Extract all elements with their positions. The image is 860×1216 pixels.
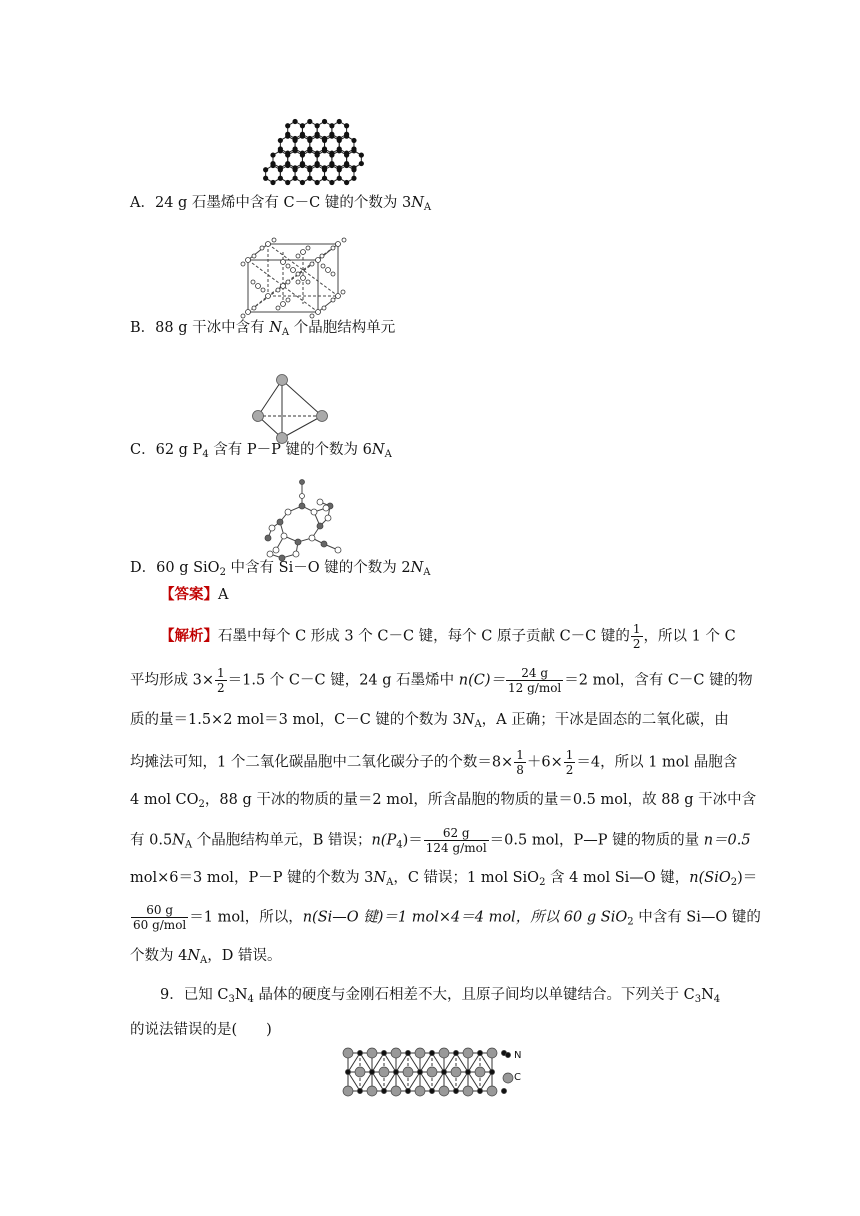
option-a: A．24 g 石墨烯中含有 C－C 键的个数为 $3N_A$ [130, 195, 432, 213]
legend-n-label: N [514, 1050, 522, 1061]
analysis-line-2: 平均形成 3× $\frac{1}{2}$ ＝1.5 个 C－C 键，24 g 石墨烯中 n(C)＝ $\frac{24 g}{\text{12 g/mol}}$ ＝2 mol，含有 C－C 键的物 [130, 666, 753, 695]
question-9-line-2: 的说法错误的是( ) [130, 1022, 272, 1038]
analysis-line-8: $\frac{60 g}{\text{60 g/mol}}$ ＝1 mol，所以，n(Si—O 键)＝1 mol×4＝4 mol，所以 60 g SiO$_2$ 中含有 Si—O 键的 [133, 903, 761, 932]
sio2-structure-figure [258, 478, 358, 564]
dry-ice-unit-cell-figure [240, 238, 345, 318]
fraction-62-124: $\frac{62 g}{\text{124 g/mol}}$ [425, 826, 487, 855]
analysis-line-6: 有 $0.5N_A$ 个晶胞结构单元，B 错误；$n(P_4)=$ $\frac{62 g}{\text{124 g/mol}}$ ＝0.5 mol，P—P 键的物质的量 n＝0.5 [130, 826, 751, 855]
c3n4-structure-figure [338, 1045, 533, 1100]
analysis-line-9: 个数为 $4N_A$，D 错误。 [130, 948, 282, 966]
option-b: B．88 g 干冰中含有 $N_A$ 个晶胞结构单元 [130, 320, 396, 338]
fraction-half: $\frac{1}{2}$ [632, 622, 641, 651]
analysis-line-1: 【解析】石墨中每个 C 形成 3 个 C－C 键，每个 C 原子贡献 C－C 键的 $\frac{1}{2}$ ，所以 1 个 C [160, 622, 736, 651]
option-d: D．60 g SiO$_2$ 中含有 Si－O 键的个数为 $2N_A$ [130, 560, 431, 578]
graphene-structure-figure [255, 120, 365, 195]
analysis-line-4: 均摊法可知，1 个二氧化碳晶胞中二氧化碳分子的个数＝8× $\frac{1}{8}$ ＋6× $\frac{1}{2}$ ＝4，所以 1 mol 晶胞含 [130, 748, 738, 777]
fraction-60-60: $\frac{60 g}{\text{60 g/mol}}$ [133, 903, 187, 932]
option-c: C．62 g $P_4$ 含有 P－P 键的个数为 $6N_A$ [130, 442, 392, 460]
fraction-24-12: $\frac{24 g}{\text{12 g/mol}}$ [508, 666, 562, 695]
p4-tetrahedron-figure [250, 372, 330, 444]
analysis-line-5: 4 mol $CO_2$，88 g 干冰的物质的量＝2 mol，所含晶胞的物质的量＝0.5 mol，故 88 g 干冰中含 [130, 792, 757, 810]
legend-c-label: C [514, 1072, 521, 1083]
answer-line: 【答案】A [160, 586, 229, 603]
analysis-line-3: 质的量＝1.5×2 mol＝3 mol，C－C 键的个数为 $3N_A$，A 正确；干冰是固态的二氧化碳，由 [130, 712, 729, 730]
analysis-line-7: mol×6＝3 mol，P－P 键的个数为 $3N_A$，C 错误；1 mol SiO$_2$ 含 4 mol Si—O 键，n(SiO$_2$)＝ [130, 870, 758, 888]
question-9-line-1: 9．已知 $C_3N_4$ 晶体的硬度与金刚石相差不大，且原子间均以单键结合。下列关于 $C_3N_4$ [160, 987, 721, 1005]
